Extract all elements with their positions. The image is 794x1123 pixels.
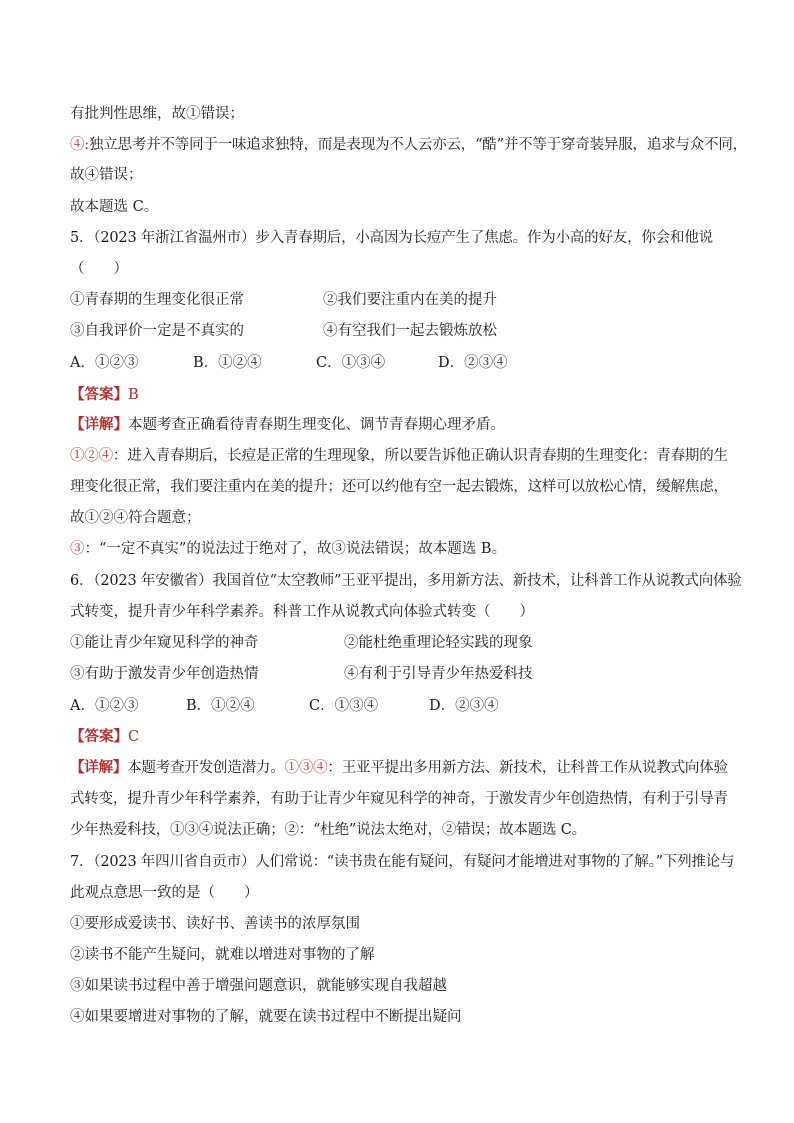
q7-item-4: ④如果要增进对事物的了解，就要在读书过程中不断提出疑问 (70, 1009, 462, 1025)
q5-detail-1-text: ：进入青春期后，长痘是正常的生理现象，所以要告诉他正确认识青春期的生理变化：青春期的生 (112, 448, 728, 464)
q6-detail-end: 少年热爱科技，①③④说法正确；②：“杜绝”说法太绝对，②错误；故本题选 C。 (70, 822, 586, 838)
q6-stem-cont: 式转变，提升青少年科学素养。科普工作从说教式向体验式转变（ ） (70, 604, 534, 620)
q5-detail-2-text: ：“一定不真实”的说法过于绝对了，故③说法错误；故本题选 B。 (84, 541, 507, 557)
q6-detail-cont: 式转变，提升青少年科学素养，有助于让青少年窥见科学的神奇，于激发青少年创造热情，有利于引导青 (70, 791, 728, 807)
q5-detail-1-cont: 理变化很正常，我们要注重内在美的提升；还可以约他有空一起去锻炼，这样可以放松心情，缓解焦虑， (70, 479, 728, 495)
q5-answer-label: 【答案】 (70, 386, 128, 403)
q7-item-1: ①要形成爱读书、读好书、善读书的浓厚氛围 (70, 916, 360, 932)
q6-item-4: ④有利于引导青少年热爱科技 (344, 666, 533, 682)
q6-item-2: ②能杜绝重理论轻实践的现象 (344, 635, 533, 651)
q4-point-4-cont: 故④错误； (70, 167, 143, 183)
q7-stem-cont: 此观点意思一致的是（ ） (70, 885, 259, 901)
q5-choice-b: B．①②④ (193, 355, 262, 371)
q5-detail (70, 415, 730, 435)
q7-item-3: ③如果读书过程中善于增强问题意识，就能够实现自我超越 (70, 978, 447, 994)
q5-item-1: ①青春期的生理变化很正常 (70, 292, 244, 308)
q6-item-3: ③有助于激发青少年创造热情 (70, 666, 259, 682)
q5-answer (70, 385, 730, 405)
q6-answer-value: C (128, 729, 140, 745)
q4-point-4 (70, 135, 747, 155)
q5-detail-2-mark: ③ (70, 541, 85, 557)
q7-item-2: ②读书不能产生疑问，就难以增进对事物的了解 (70, 947, 375, 963)
q4-line-1: 有批判性思维，故①错误； (70, 106, 244, 122)
q6-choice-a: A．①②③ (70, 698, 139, 714)
q5-item-4: ④有空我们一起去锻炼放松 (323, 323, 497, 339)
q5-stem-blank: （ ） (70, 261, 128, 277)
q6-item-1: ①能让青少年窥见科学的神奇 (70, 635, 259, 651)
q5-detail-2 (70, 539, 730, 559)
q6-detail-1-mark: ①③④ (284, 760, 328, 776)
q6-detail-1-text: ：王亚平提出多用新方法、新技术，让科普工作从说教式向体验 (327, 760, 728, 776)
q5-detail-1-end: 故①②④符合题意； (70, 510, 201, 526)
q6-stem: 6．（2023 年安徽省）我国首位“太空教师”王亚平提出，多用新方法、新技术，让科普工作从说教式向体验 (70, 573, 742, 589)
q6-choice-c: C．①③④ (309, 698, 379, 714)
q6-choice-b: B．①②④ (186, 698, 255, 714)
q5-choice-a: A．①②③ (70, 355, 139, 371)
q5-detail-label: 【详解】 (70, 416, 128, 433)
q5-choice-c: C．①③④ (316, 355, 386, 371)
q7-stem: 7．（2023 年四川省自贡市）人们常说：“读书贵在能有疑问，有疑问才能增进对事物的了解。”下列推论与 (70, 854, 735, 870)
q6-choice-d: D．②③④ (429, 698, 499, 714)
q6-answer-label: 【答案】 (70, 728, 128, 745)
q4-conclusion: 故本题选 C。 (70, 199, 159, 215)
q6-answer (70, 727, 730, 747)
q5-detail-1-mark: ①②④ (70, 448, 113, 464)
q5-choice-d: D．②③④ (438, 355, 508, 371)
q5-item-3: ③自我评价一定是不真实的 (70, 323, 244, 339)
q5-detail-1 (70, 446, 730, 466)
q5-item-2: ②我们要注重内在美的提升 (323, 292, 497, 308)
q6-detail-label: 【详解】 (70, 759, 128, 776)
q5-answer-value: B (128, 387, 139, 403)
q6-detail-intro: 本题考查开发创造潜力。 (127, 760, 285, 776)
q4-point-4-mark: ④: (70, 137, 89, 153)
q4-point-4-text: 独立思考并不等同于一味追求独特，而是表现为不人云亦云，“酷”并不等于穿奇装异服，追求与众不同， (89, 137, 747, 153)
q6-detail (70, 758, 730, 778)
q5-stem: 5．（2023 年浙江省温州市）步入青春期后，小高因为长痘产生了焦虑。作为小高的好友，你会和他说 (70, 230, 713, 246)
q5-detail-intro: 本题考查正确看待青春期生理变化、调节青春期心理矛盾。 (128, 417, 505, 433)
